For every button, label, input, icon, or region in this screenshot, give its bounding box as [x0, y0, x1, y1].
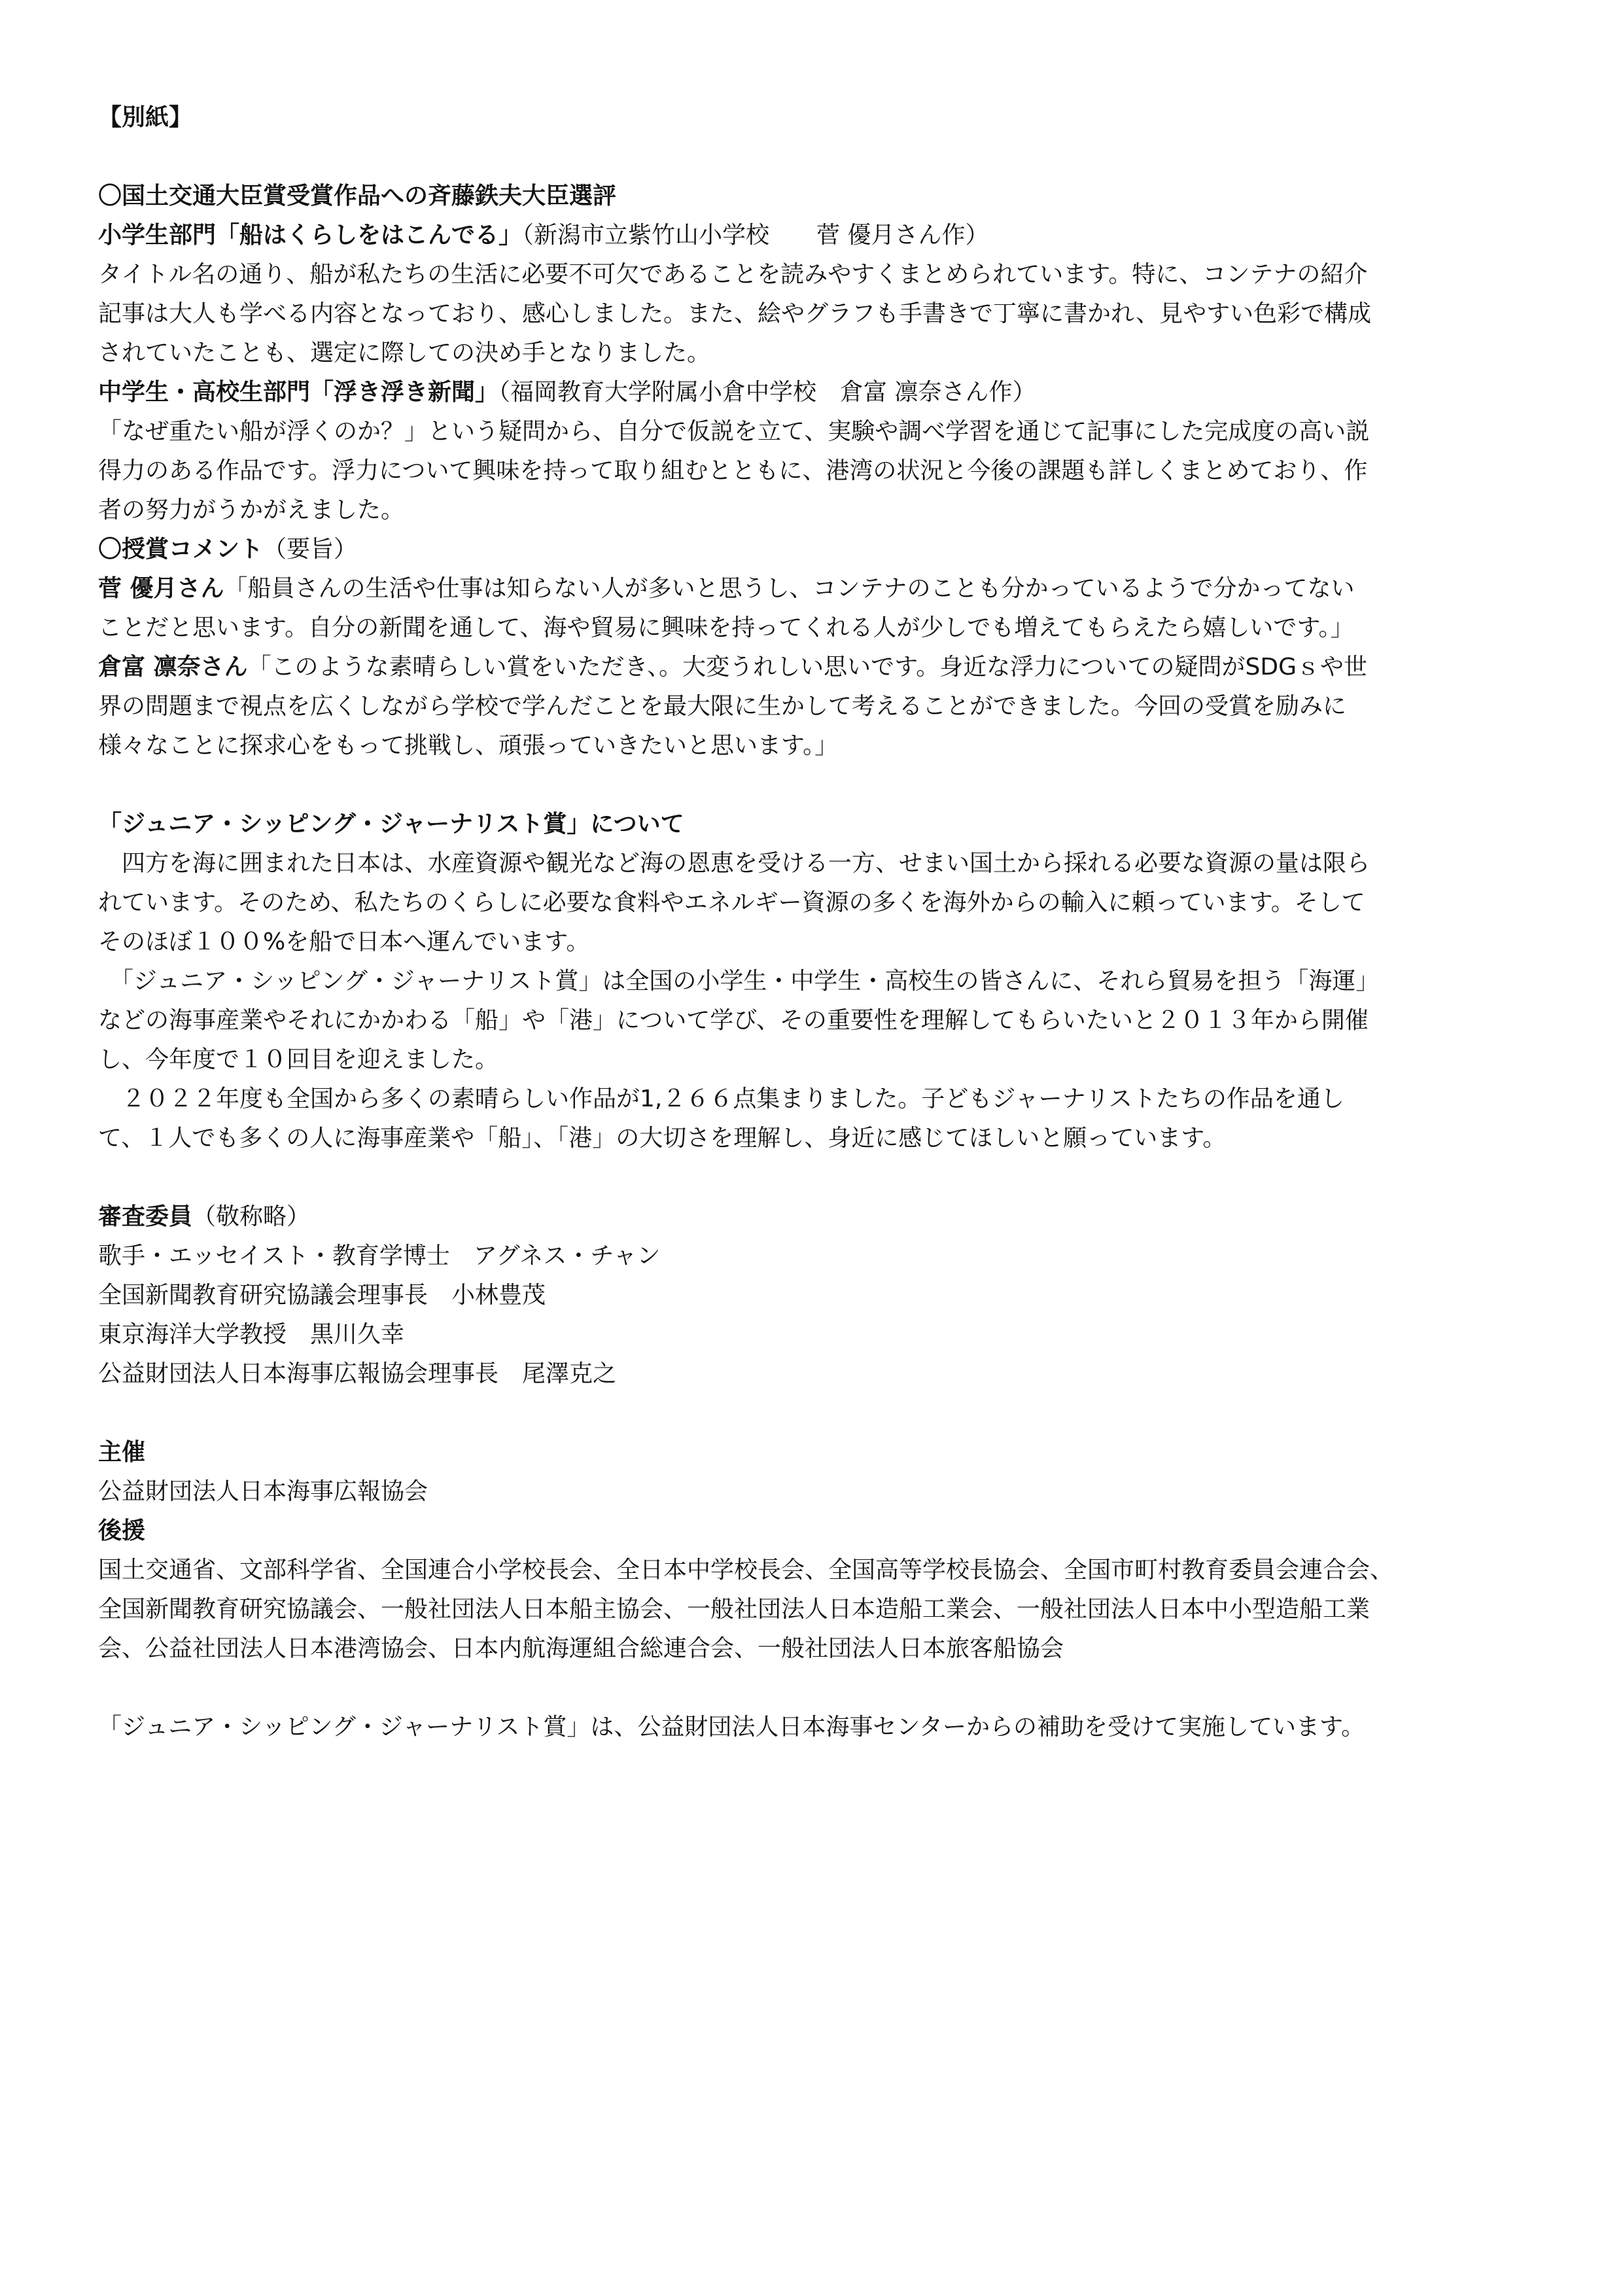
- about-line: 「ジュニア・シッピング・ジャーナリスト賞」は全国の小学生・中学生・高校生の皆さんに、それら貿易を担う「海運」: [98, 968, 1380, 995]
- judge-member: 歌手・エッセイスト・教育学博士 アグネス・チャン: [98, 1243, 661, 1269]
- minister-review-section: [98, 177, 1524, 530]
- award-comments-section: [98, 530, 1524, 766]
- judges-heading: 審査委員: [98, 1203, 193, 1230]
- spacer: [98, 1394, 1524, 1433]
- supporters-heading: 後援: [98, 1517, 146, 1544]
- judges-heading-line: [98, 1197, 1524, 1237]
- organizer-heading: 主催: [98, 1439, 146, 1466]
- award-comments-heading-line: [98, 530, 1524, 569]
- comment1-line: [98, 569, 1524, 609]
- secondary-review-line: 「なぜ重たい船が浮くのか？」という疑問から、自分で仮説を立て、実験や調べ学習を通じて記事にした完成度の高い説: [98, 418, 1370, 445]
- spacer: [98, 1669, 1524, 1708]
- secondary-entry-title: 中学生・高校生部門「浮き浮き新聞」: [98, 379, 499, 406]
- award-comments-heading-note: （要旨）: [263, 536, 358, 563]
- judge-member: 東京海洋大学教授 黒川久幸: [98, 1321, 405, 1348]
- comment2-line: 様々なことに探求心をもって挑戦し、頑張っていきたいと思います。」: [98, 732, 839, 759]
- secondary-review-line: 者の努力がうかがえました。: [98, 497, 405, 523]
- about-line: し、今年度で１０回目を迎えました。: [98, 1046, 499, 1073]
- about-line: 四方を海に囲まれた日本は、水産資源や観光など海の恩恵を受ける一方、せまい国土から採れる必要な資源の量は限ら: [98, 850, 1370, 877]
- judges-heading-note: （敬称略）: [192, 1203, 311, 1230]
- about-line: て、１人でも多くの人に海事産業や「船」、「港」の大切さを理解し、身近に感じてほしいと願っています。: [98, 1125, 1227, 1152]
- supporters-line: 国土交通省、文部科学省、全国連合小学校長会、全日本中学校長会、全国高等学校長協会、全国市町村教育委員会連合会、: [98, 1557, 1394, 1583]
- comment2-line: 界の問題まで視点を広くしながら学校で学んだことを最大限に生かして考えることができました。今回の受賞を励みに: [98, 693, 1347, 720]
- comment1-text: 「船員さんの生活や仕事は知らない人が多いと思うし、コンテナのことも分かっているようで分かってない: [224, 575, 1355, 602]
- comment2-text: 「このような素晴らしい賞をいただき、。大変うれしい思いです。身近な浮力についての疑問がSDGｓや世: [247, 654, 1367, 680]
- elementary-entry-title: 小学生部門「船はくらしをはこんでる」: [98, 222, 523, 249]
- supporters-line: 全国新聞教育研究協議会、一般社団法人日本船主協会、一般社団法人日本造船工業会、一般社団法人日本中小型造船工業: [98, 1596, 1370, 1623]
- footer-note: 「ジュニア・シッピング・ジャーナリスト賞」は、公益財団法人日本海事センターからの補助を受けて実施しています。: [98, 1714, 1365, 1740]
- secondary-entry-title-line: [98, 373, 1524, 412]
- about-line: そのほぼ１００%を船で日本へ運んでいます。: [98, 928, 590, 955]
- spacer: [98, 766, 1524, 805]
- spacer: [98, 1158, 1524, 1197]
- comment1-line: ことだと思います。自分の新聞を通して、海や貿易に興味を持ってくれる人が少しでも増えてもらえたら嬉しいです。」: [98, 614, 1354, 641]
- organizer-name: 公益財団法人日本海事広報協会: [98, 1478, 428, 1505]
- elementary-review-line: 記事は大人も学べる内容となっており、感心しました。また、絵やグラフも手書きで丁寧に書かれ、見やすい色彩で構成: [98, 300, 1372, 327]
- attachment-label: 【別紙】: [98, 104, 193, 131]
- elementary-review-line: されていたことも、選定に際しての決め手となりました。: [98, 340, 711, 366]
- supporters-line: 会、公益社団法人日本港湾協会、日本内航海運組合総連合会、一般社団法人日本旅客船協会: [98, 1635, 1064, 1662]
- organizer-section: [98, 1433, 1524, 1511]
- judge-member: 公益財団法人日本海事広報協会理事長 尾澤克之: [98, 1360, 617, 1387]
- about-line: ２０２２年度も全国から多くの素晴らしい作品が1,２６６点集まりました。子どもジャーナリストたちの作品を通し: [98, 1086, 1344, 1112]
- elementary-entry-title-line: [98, 216, 1524, 255]
- judges-section: [98, 1197, 1524, 1394]
- about-line: などの海事産業やそれにかかわる「船」や「港」について学び、その重要性を理解してもらいたいと２０１３年から開催: [98, 1007, 1369, 1034]
- secondary-entry-author: （福岡教育大学附属小倉中学校 倉富 凛奈さん作）: [498, 379, 1036, 406]
- minister-review-heading: 〇国土交通大臣賞受賞作品への斉藤鉄夫大臣選評: [98, 183, 617, 209]
- about-line: れています。そのため、私たちのくらしに必要な食料やエネルギー資源の多くを海外からの輸入に頼っています。そして: [98, 889, 1365, 916]
- elementary-entry-author: （新潟市立紫竹山小学校 菅 優月さん作）: [522, 222, 989, 249]
- comment1-name: 菅 優月さん: [98, 575, 224, 602]
- award-comments-heading: 〇授賞コメント: [98, 536, 264, 563]
- elementary-review-line: タイトル名の通り、船が私たちの生活に必要不可欠であることを読みやすくまとめられています。特に、コンテナの紹介: [98, 261, 1368, 288]
- comment2-name: 倉富 凛奈さん: [98, 654, 248, 680]
- spacer: [98, 137, 1524, 177]
- about-heading: 「ジュニア・シッピング・ジャーナリスト賞」について: [98, 811, 684, 838]
- judge-member: 全国新聞教育研究協議会理事長 小林豊茂: [98, 1282, 546, 1309]
- secondary-review-line: 得力のある作品です。浮力について興味を持って取り組むとともに、港湾の状況と今後の課題も詳しくまとめており、作: [98, 457, 1368, 484]
- supporters-section: [98, 1511, 1524, 1669]
- document-page: [98, 98, 1524, 1747]
- about-section: [98, 805, 1524, 1158]
- comment2-line: [98, 648, 1524, 687]
